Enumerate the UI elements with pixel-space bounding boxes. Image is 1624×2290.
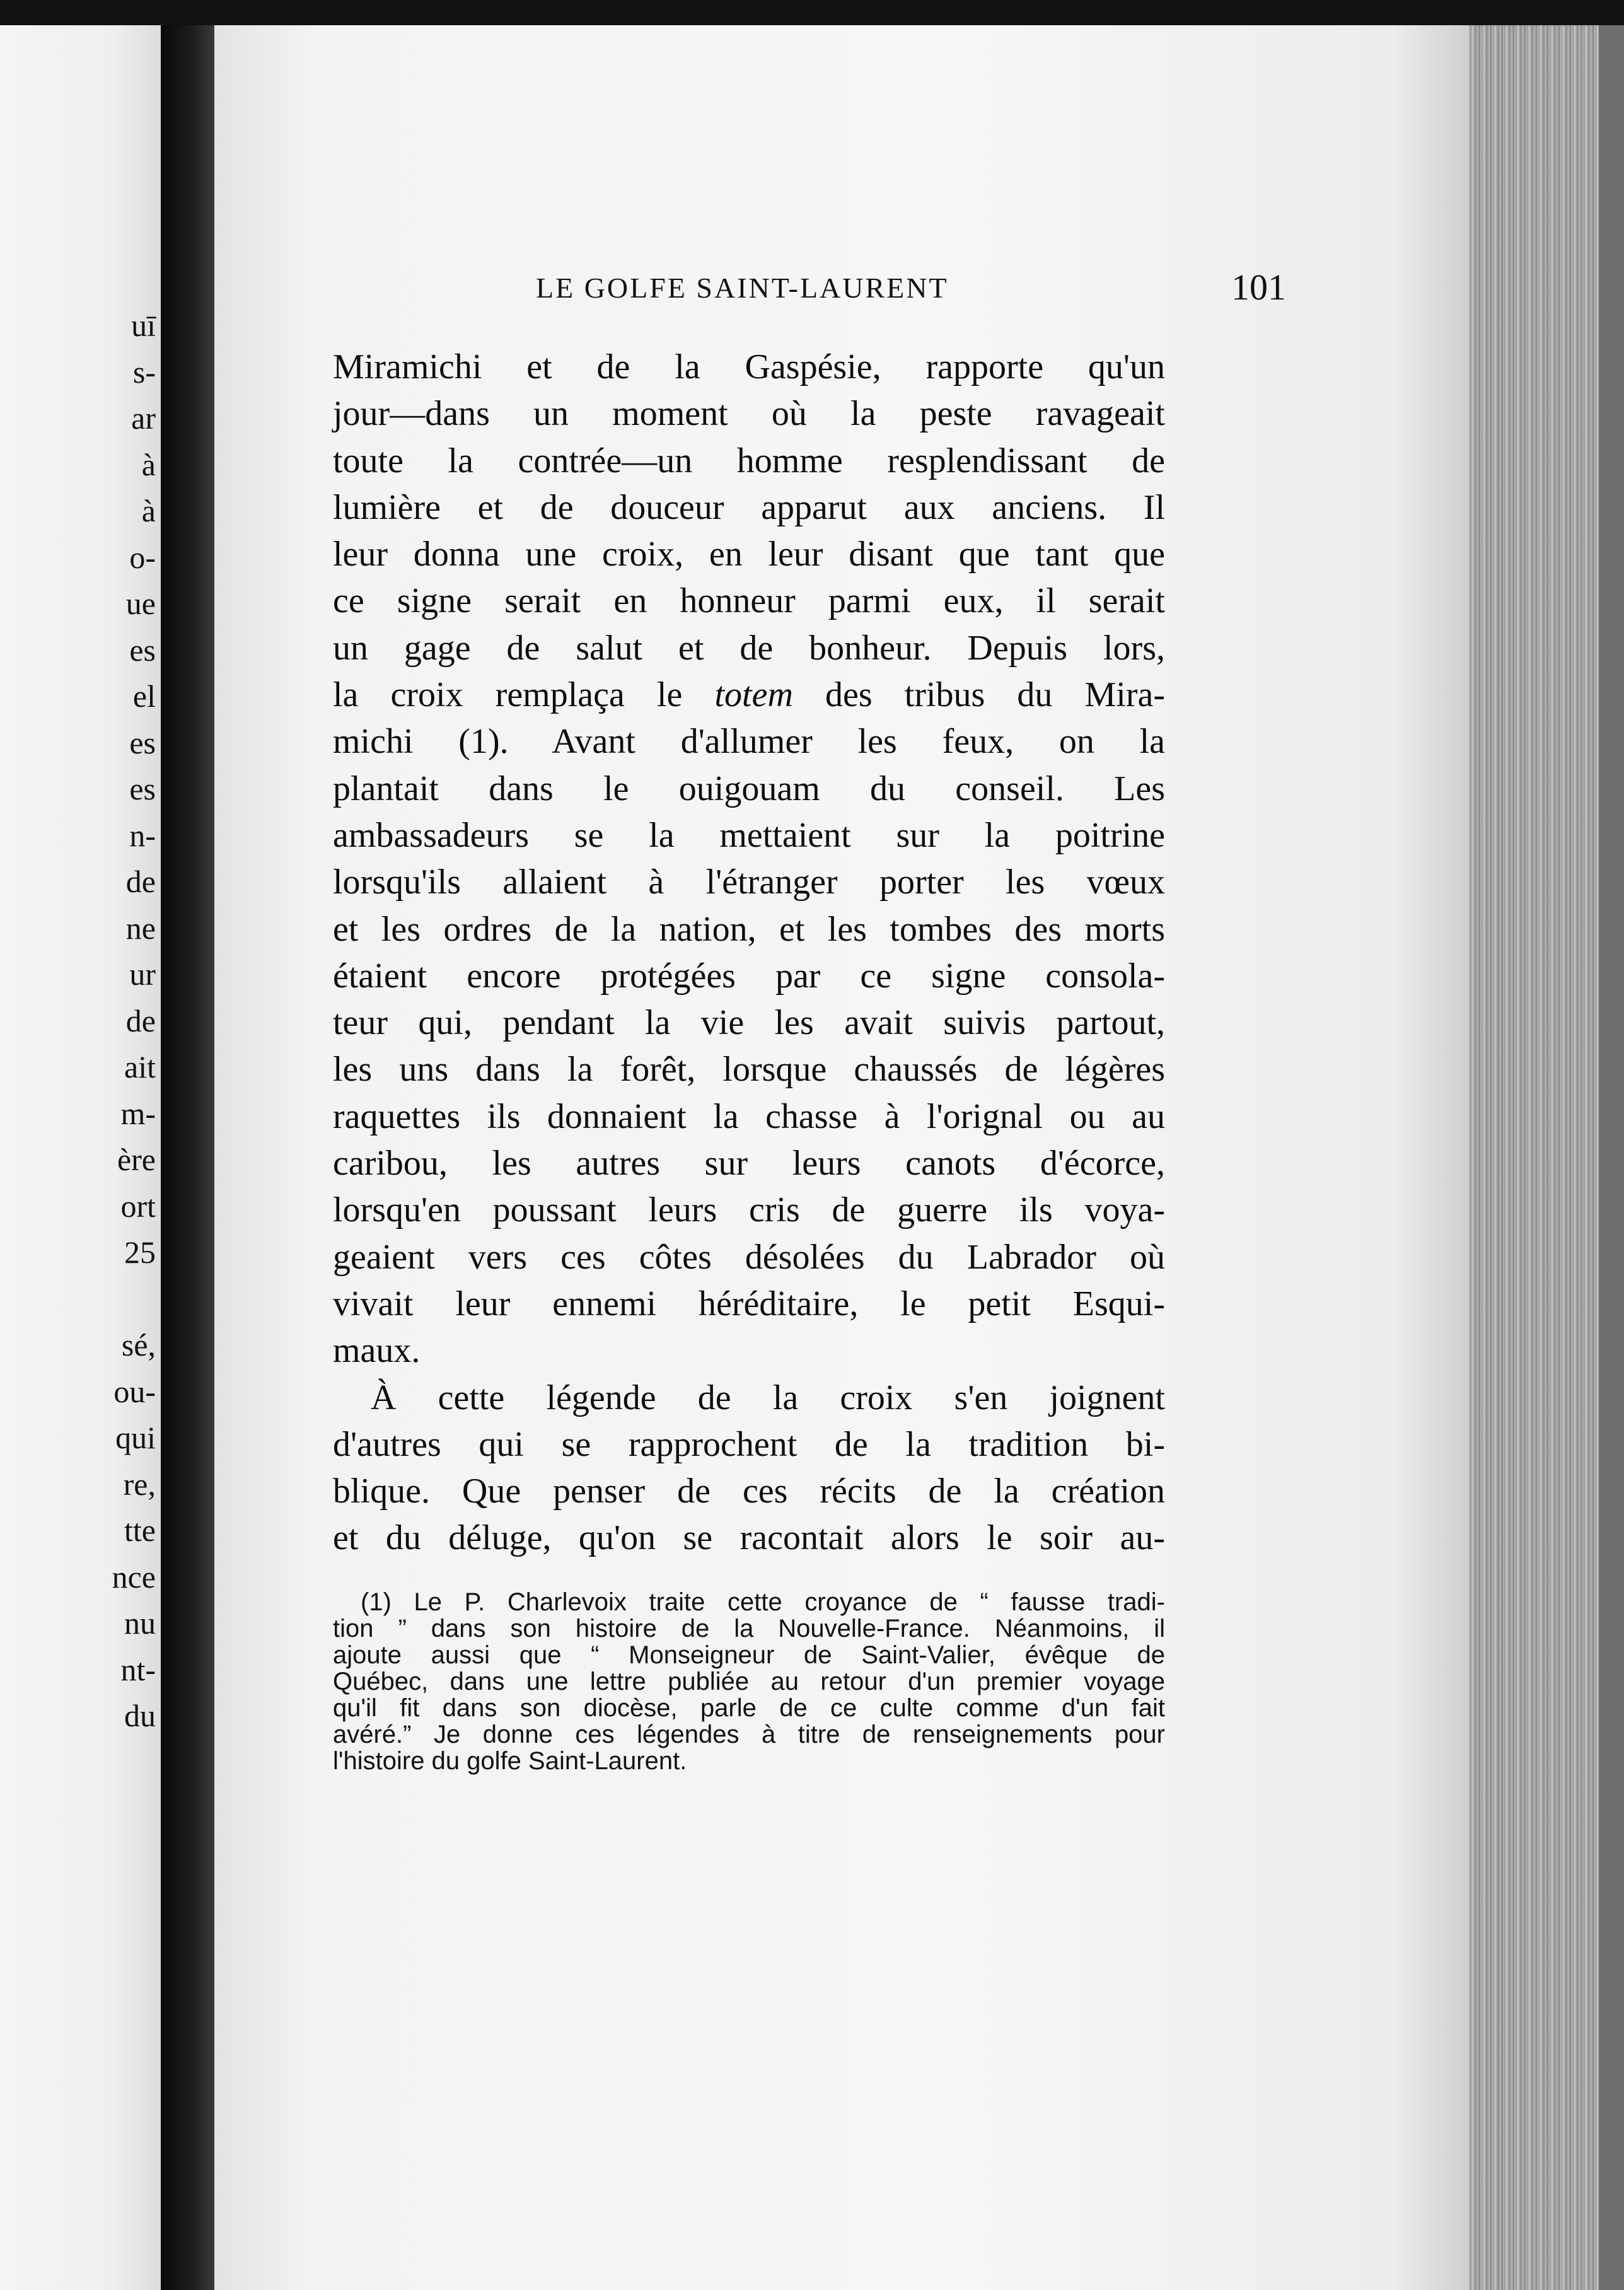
body-line: raquettes ils donnaient la chasse à l'orignal ou au: [333, 1096, 1165, 1136]
footnote-line: tion ” dans son histoire de la Nouvelle-France. Néanmoins, il: [333, 1615, 1165, 1642]
body-line: caribou, les autres sur leurs canots d'écorce,: [333, 1144, 1165, 1183]
fragment-line: s-: [132, 354, 156, 390]
body-line: plantait dans le ouigouam du conseil. Les: [333, 769, 1165, 808]
body-line: lorsqu'en poussant leurs cris de guerre ils voya-: [333, 1190, 1165, 1230]
body-line: leur donna une croix, en leur disant que tant que: [333, 535, 1165, 574]
body-line-part: la croix remplaça le: [333, 675, 683, 715]
footnote-line: l'histoire du golfe Saint-Laurent.: [333, 1747, 687, 1775]
page-stack-edges: [1469, 25, 1624, 2290]
fragment-line: de: [125, 864, 156, 899]
body-line: un gage de salut et de bonheur. Depuis lors,: [333, 628, 1165, 668]
body-text: [333, 344, 1165, 1562]
fragment-line: de: [125, 1003, 156, 1038]
fragment-line: sé,: [121, 1327, 156, 1363]
scan-top-border: [0, 0, 1624, 25]
body-line: et les ordres de la nation, et les tombes des morts: [333, 909, 1165, 949]
header-title: LE GOLFE SAINT-LAURENT: [536, 272, 949, 304]
fragment-line: nce: [112, 1559, 156, 1595]
body-line: d'autres qui se rapprochent de la tradition bi-: [333, 1424, 1165, 1464]
footnote: [333, 1589, 1165, 1774]
body-line: jour—dans un moment où la peste ravageait: [333, 394, 1165, 434]
fragment-line: ar: [131, 400, 156, 436]
fragment-line: el: [132, 678, 156, 714]
footnote-line: ajoute aussi que “ Monseigneur de Saint-Valier, évêque de: [333, 1641, 1165, 1669]
fragment-line: uī: [131, 308, 156, 343]
fragment-line: n-: [129, 817, 156, 853]
page-number: 101: [1231, 267, 1286, 308]
body-line-part: des tribus du Mira-: [825, 675, 1166, 715]
footnote-line: (1) Le P. Charlevoix traite cette croyance de “ fausse tradi-: [361, 1588, 1165, 1616]
body-line: ce signe serait en honneur parmi eux, il serait: [333, 581, 1165, 621]
body-line-with-italic: [333, 671, 1165, 718]
fragment-line: ou-: [113, 1373, 156, 1409]
body-line: maux.: [333, 1331, 420, 1371]
italic-word-totem: totem: [714, 675, 793, 715]
body-line: vivait leur ennemi héréditaire, le petit Esqui-: [333, 1284, 1165, 1323]
body-line: Miramichi et de la Gaspésie, rapporte qu'un: [333, 347, 1165, 387]
fragment-line: es: [129, 771, 156, 806]
body-line: À cette légende de la croix s'en joignent: [371, 1378, 1165, 1417]
facing-page-text-fragments: [55, 303, 156, 1740]
footnote-line: Québec, dans une lettre publiée au retour d'un premier voyage: [333, 1668, 1165, 1695]
body-line: toute la contrée—un homme resplendissant de: [333, 441, 1165, 480]
fragment-line: ue: [125, 586, 156, 621]
fragment-line: ait: [124, 1049, 156, 1084]
fragment-line: 25: [124, 1235, 156, 1270]
facing-page-edge: [0, 25, 161, 2290]
fragment-line: à: [141, 446, 156, 482]
body-line: michi (1). Avant d'allumer les feux, on la: [333, 722, 1165, 762]
running-header: [315, 267, 1286, 315]
body-line: geaient vers ces côtes désolées du Labrador où: [333, 1237, 1165, 1277]
body-line: lumière et de douceur apparut aux anciens. Il: [333, 487, 1165, 527]
fragment-line: ur: [129, 956, 156, 992]
body-line: teur qui, pendant la vie les avait suivis partout,: [333, 1003, 1165, 1043]
book-gutter: [161, 25, 214, 2290]
fragment-line: nu: [124, 1605, 156, 1641]
fragment-line: ne: [125, 910, 156, 946]
body-line: lorsqu'ils allaient à l'étranger porter les vœux: [333, 863, 1165, 902]
body-line: étaient encore protégées par ce signe consola-: [333, 956, 1165, 996]
body-line: blique. Que penser de ces récits de la création: [333, 1472, 1165, 1511]
fragment-line: es: [129, 724, 156, 760]
fragment-line: o-: [129, 539, 156, 575]
fragment-line: es: [129, 632, 156, 668]
footnote-line: avéré.” Je donne ces légendes à titre de renseignements pour: [333, 1721, 1165, 1748]
fragment-line: ère: [117, 1142, 156, 1177]
fragment-line: nt-: [120, 1651, 156, 1687]
fragment-line: [55, 1276, 156, 1323]
body-line: ambassadeurs se la mettaient sur la poitrine: [333, 815, 1165, 855]
footnote-line: qu'il fit dans son diocèse, parle de ce culte comme d'un fait: [333, 1694, 1165, 1722]
fragment-line: à: [141, 493, 156, 528]
fragment-line: m-: [120, 1095, 156, 1131]
fragment-line: qui: [115, 1420, 156, 1455]
fragment-line: ort: [120, 1188, 156, 1224]
body-line: et du déluge, qu'on se racontait alors le soir au-: [333, 1518, 1165, 1558]
fragment-line: du: [124, 1698, 156, 1733]
fragment-line: tte: [124, 1513, 156, 1548]
fragment-line: re,: [123, 1466, 156, 1502]
body-line: les uns dans la forêt, lorsque chaussés de légères: [333, 1050, 1165, 1090]
